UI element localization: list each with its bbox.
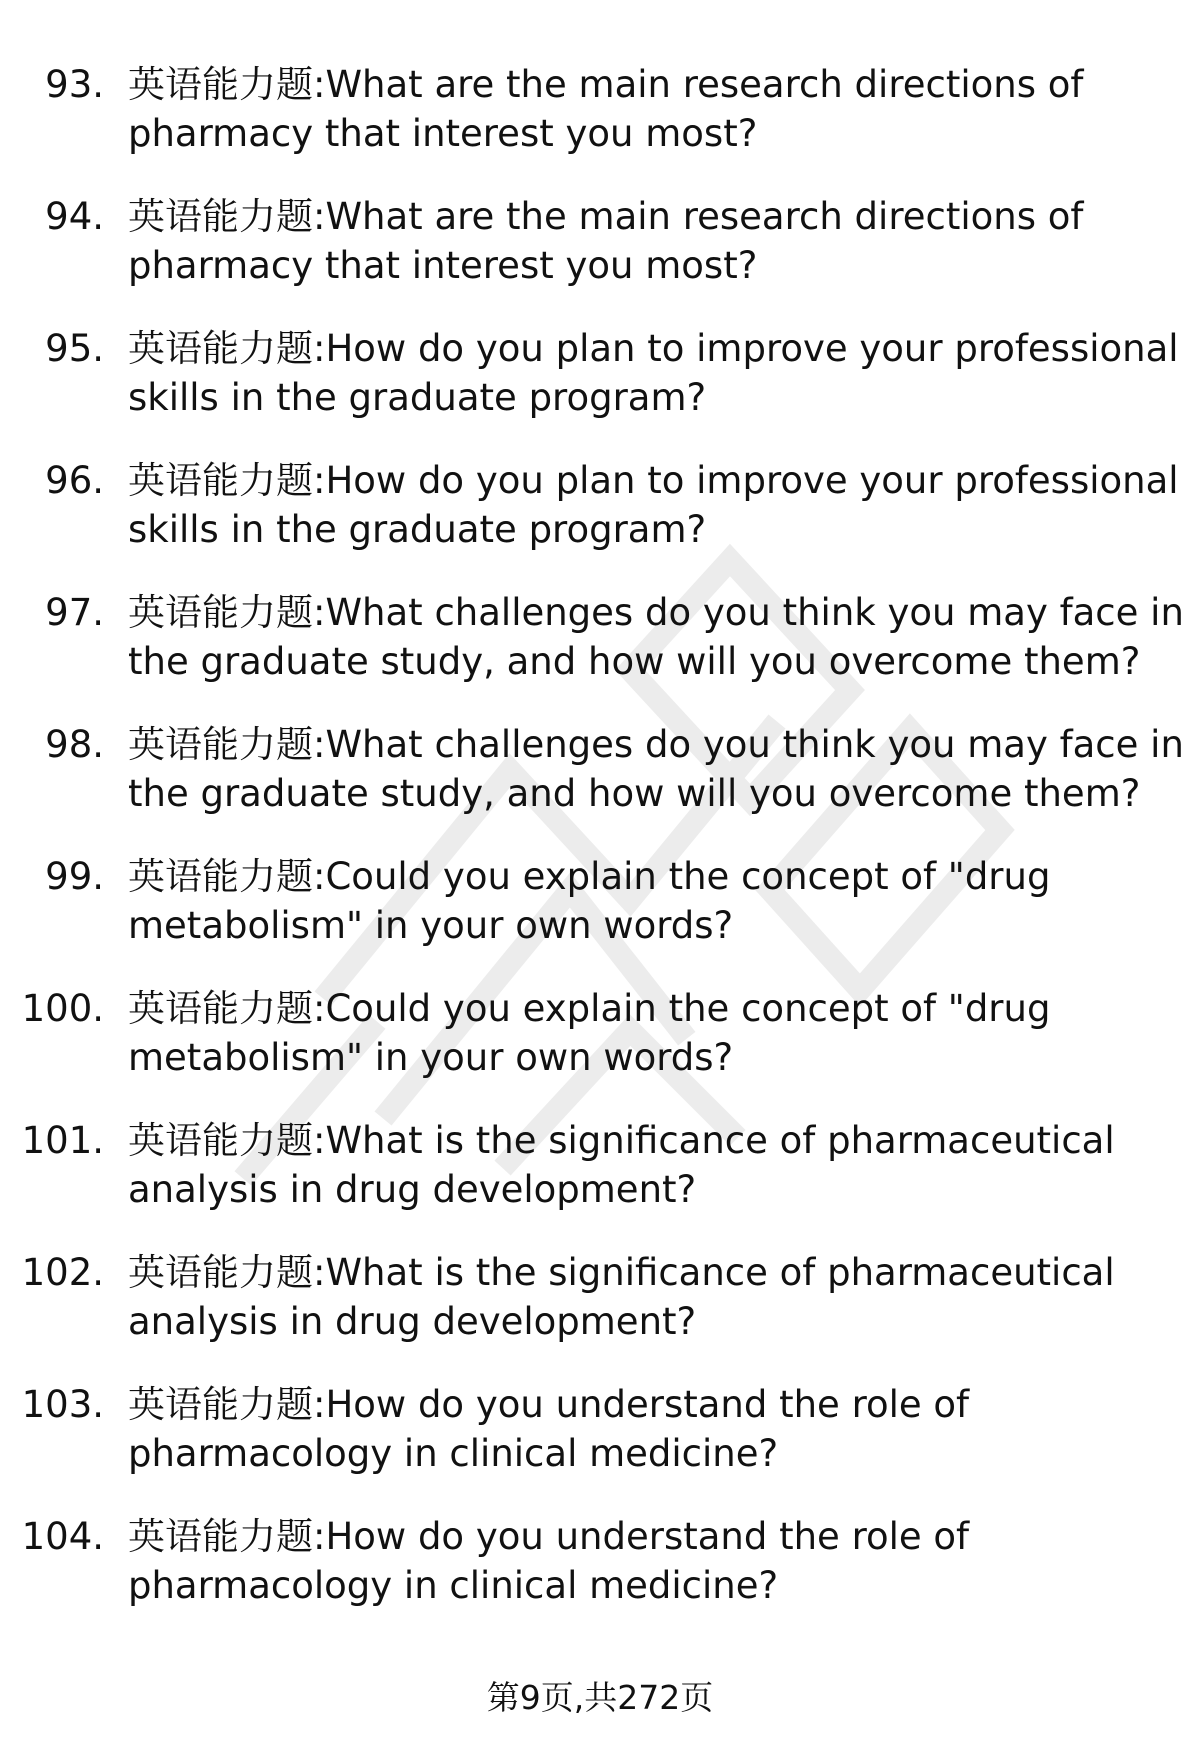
question-line-2: skills in the graduate program? [128, 508, 707, 551]
question-text [128, 456, 1190, 554]
question-line-1: Could you explain the concept of "drug [325, 855, 1051, 898]
question-text [128, 852, 1190, 950]
question-text [128, 1512, 1190, 1610]
question-number: 93. [45, 63, 104, 106]
question-line-1: Could you explain the concept of "drug [325, 987, 1051, 1030]
question-line-1: What challenges do you think you may face in [325, 591, 1184, 634]
question-prefix: 英语能力题: [128, 723, 326, 766]
question-line-2: the graduate study, and how will you overcome them? [128, 772, 1141, 815]
question-item [0, 1380, 1200, 1480]
question-prefix: 英语能力题: [128, 855, 326, 898]
question-text [128, 324, 1190, 422]
question-text [128, 1248, 1190, 1346]
question-number: 102. [21, 1251, 104, 1294]
question-line-1: How do you plan to improve your professional [325, 327, 1179, 370]
question-line-2: metabolism" in your own words? [128, 1036, 734, 1079]
question-text [128, 720, 1190, 818]
question-line-1: What is the significance of pharmaceutical [325, 1251, 1115, 1294]
question-line-1: How do you plan to improve your professional [325, 459, 1179, 502]
question-number: 104. [21, 1515, 104, 1558]
question-prefix: 英语能力题: [128, 327, 326, 370]
question-number: 96. [45, 459, 104, 502]
question-number: 101. [21, 1119, 104, 1162]
question-prefix: 英语能力题: [128, 1119, 326, 1162]
question-item [0, 984, 1200, 1084]
question-line-2: analysis in drug development? [128, 1300, 697, 1343]
question-text [128, 192, 1190, 290]
question-text [128, 1116, 1190, 1214]
question-text [128, 588, 1190, 686]
question-line-1: What are the main research directions of [325, 63, 1084, 106]
question-line-2: pharmacology in clinical medicine? [128, 1432, 779, 1475]
question-item [0, 1248, 1200, 1348]
question-prefix: 英语能力题: [128, 591, 326, 634]
question-item [0, 456, 1200, 556]
question-line-2: metabolism" in your own words? [128, 904, 734, 947]
question-number: 100. [21, 987, 104, 1030]
question-item [0, 852, 1200, 952]
question-line-1: What are the main research directions of [325, 195, 1084, 238]
question-line-2: analysis in drug development? [128, 1168, 697, 1211]
question-number: 98. [45, 723, 104, 766]
question-line-1: How do you understand the role of [325, 1515, 970, 1558]
question-prefix: 英语能力题: [128, 1251, 326, 1294]
question-line-1: What challenges do you think you may face in [325, 723, 1184, 766]
question-line-1: How do you understand the role of [325, 1383, 970, 1426]
question-prefix: 英语能力题: [128, 1515, 326, 1558]
question-line-2: the graduate study, and how will you overcome them? [128, 640, 1141, 683]
question-item [0, 192, 1200, 292]
question-prefix: 英语能力题: [128, 195, 326, 238]
question-text [128, 984, 1190, 1082]
question-number: 97. [45, 591, 104, 634]
question-item [0, 60, 1200, 160]
question-line-1: What is the significance of pharmaceutical [325, 1119, 1115, 1162]
page-footer: 第9页,共272页 [486, 1678, 714, 1717]
question-prefix: 英语能力题: [128, 1383, 326, 1426]
question-prefix: 英语能力题: [128, 459, 326, 502]
question-item [0, 1512, 1200, 1612]
question-item [0, 1116, 1200, 1216]
question-line-2: skills in the graduate program? [128, 376, 707, 419]
question-text [128, 60, 1190, 158]
question-prefix: 英语能力题: [128, 987, 326, 1030]
question-number: 94. [45, 195, 104, 238]
question-item [0, 324, 1200, 424]
question-prefix: 英语能力题: [128, 63, 326, 106]
question-line-2: pharmacy that interest you most? [128, 244, 758, 287]
question-item [0, 588, 1200, 688]
question-line-2: pharmacology in clinical medicine? [128, 1564, 779, 1607]
question-number: 95. [45, 327, 104, 370]
question-number: 103. [21, 1383, 104, 1426]
question-text [128, 1380, 1190, 1478]
question-number: 99. [45, 855, 104, 898]
question-line-2: pharmacy that interest you most? [128, 112, 758, 155]
question-item [0, 720, 1200, 820]
